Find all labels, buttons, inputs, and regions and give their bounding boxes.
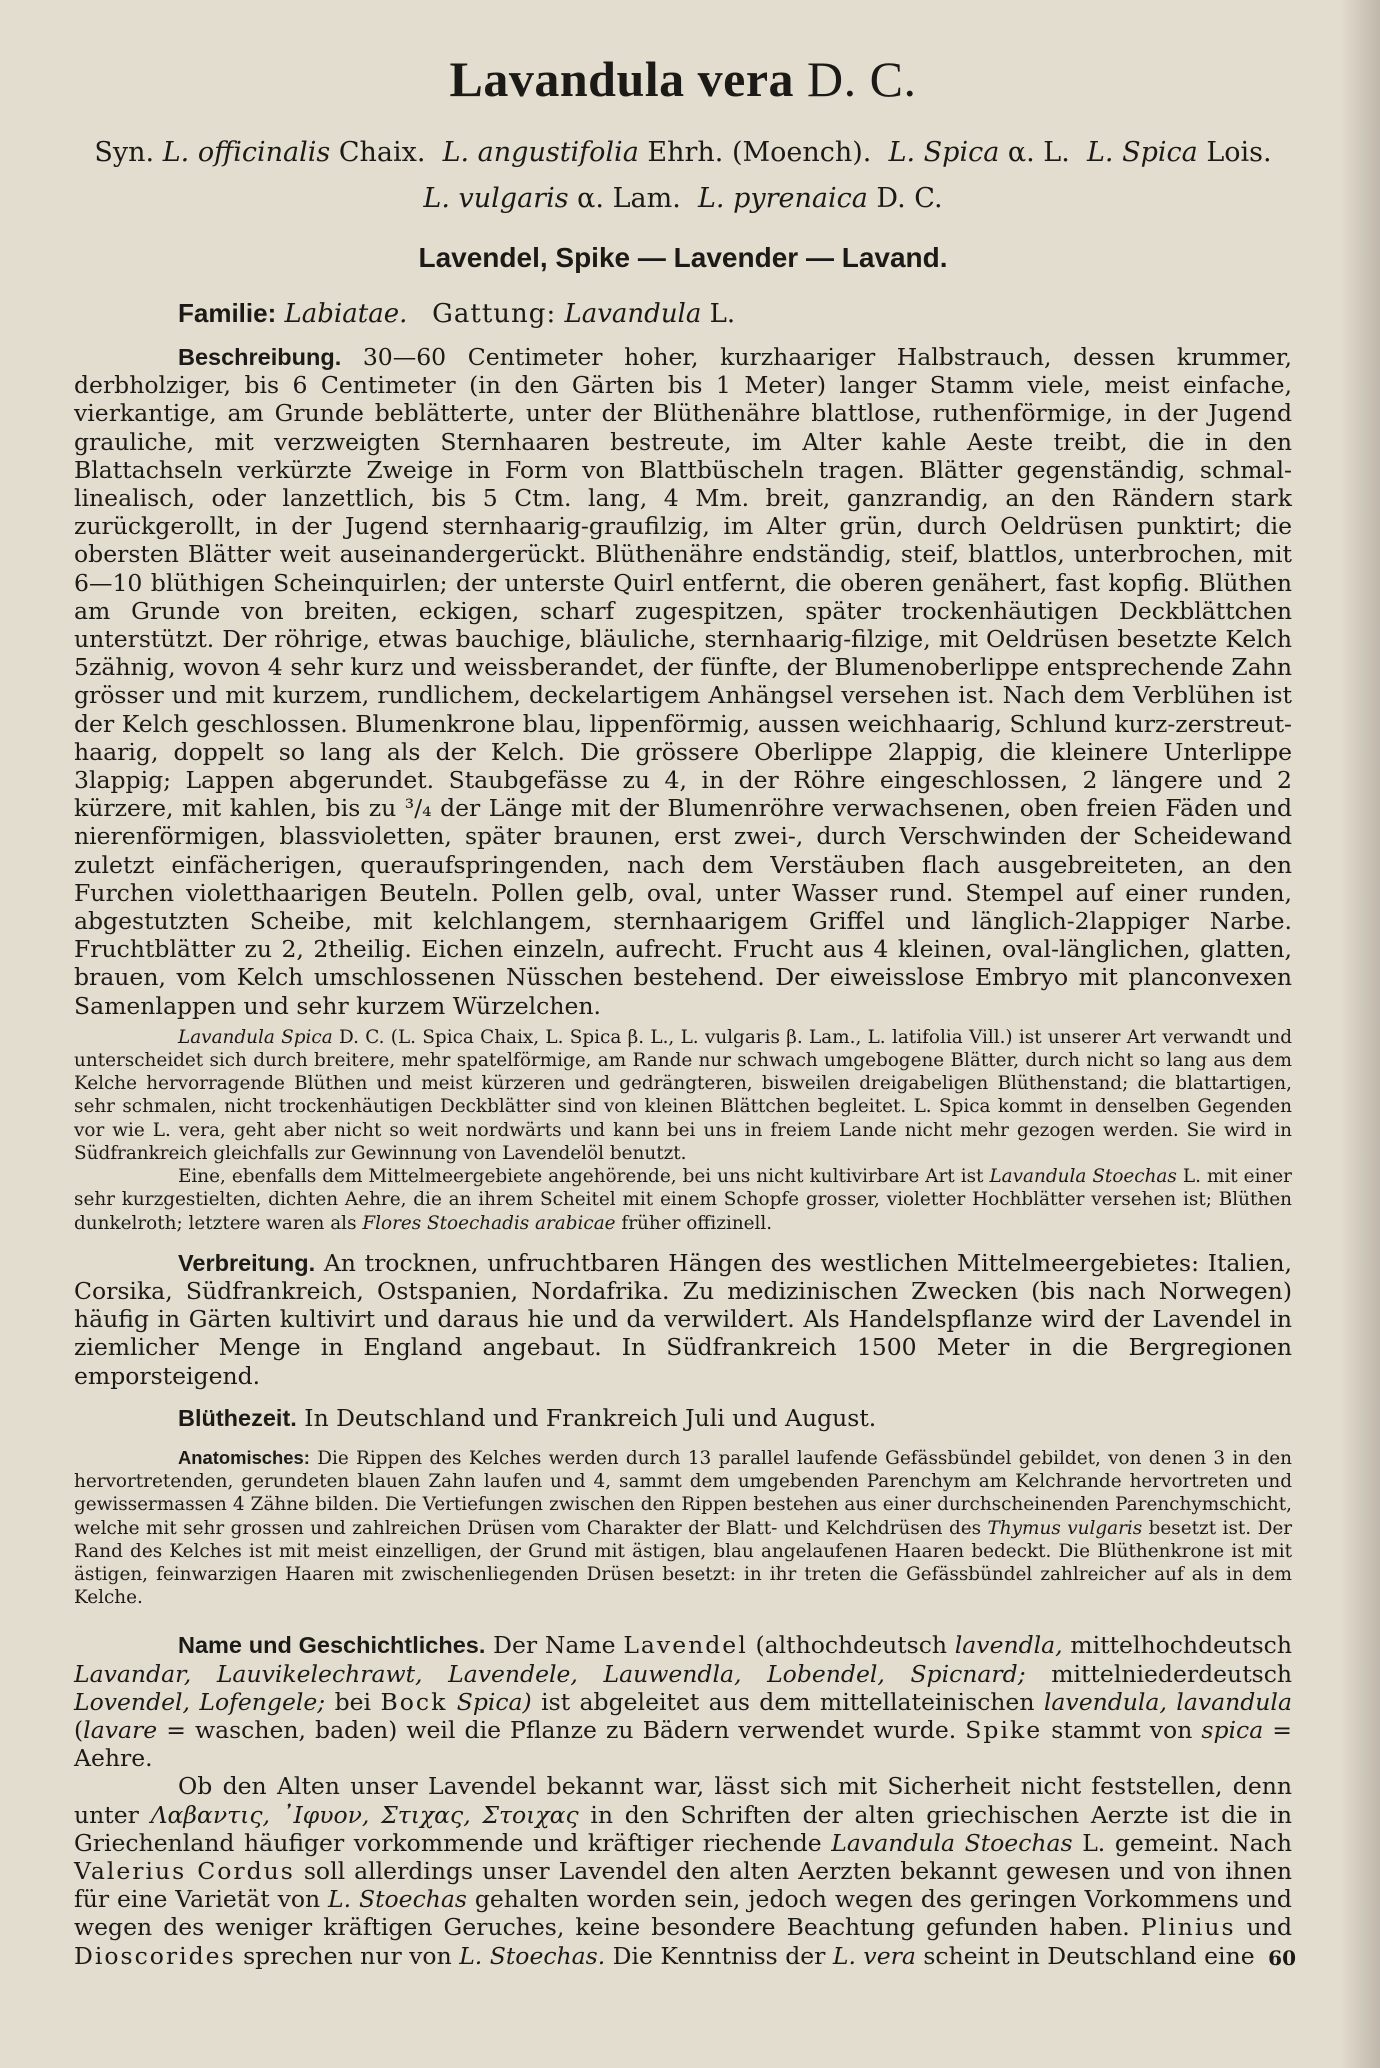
synonyms-line-1 [74, 130, 1292, 176]
text-run: stammt von [1051, 1715, 1193, 1744]
gattung-author: L. [709, 299, 736, 329]
text-run: Ob den Alten unser Lavendel bekannt war, lässt sich mit Sicherheit nicht feststellen, denn unter [74, 1772, 1292, 1829]
syn-label: Syn. [94, 137, 155, 168]
page-edge-shadow [1340, 0, 1380, 2068]
text-run: mittelhochdeutsch [1070, 1631, 1292, 1660]
text-run: ( [74, 1715, 84, 1744]
note-species-name: Lavandula Spica [178, 1026, 333, 1048]
syn-author: D. C. [876, 183, 943, 214]
bluethezeit-text: In Deutschland und Frankreich Juli und August. [304, 1403, 877, 1432]
syn-name: L. officinalis [162, 137, 331, 168]
species-author: D. C. [807, 51, 917, 107]
italic-run: L. vera [832, 1941, 916, 1970]
syn-name: L. pyrenaica [697, 183, 868, 214]
greek-names: Λαβαντις, ᾿Ιφυον, Στιχας, Στοιχας [150, 1800, 579, 1829]
text-run: gehalten worden sein, jedoch wegen des geringen Vorkommens und wegen des weniger kräftigen Geruches, keine besondere Beachtung gefunden haben. [74, 1885, 1292, 1942]
spaced-word: Bock [380, 1687, 448, 1716]
species-name: Lavandula vera [449, 51, 795, 107]
note-species-name: Lavandula Stoechas [989, 1166, 1177, 1188]
note-text: D. C. (L. Spica Chaix, L. Spica β. L., L. vulgaris β. Lam., L. latifolia Vill.) ist unserer Art verwandt und unterscheidet sich durch breitere, mehr spatelförmige, am Rande nur schwach umgebogene Blätter, durch nicht so lang aus dem Kelche hervorragende Blüthen und meist kürzeren und gedrängteren, bisweilen dreigabeligen Blüthenstand; die blattartigen, sehr schmalen, nicht trockenhäutigen Deckblätter sind von kleinen Blättchen begleitet. L. Spica kommt in denselben Gegenden vor wie L. vera, geht aber nicht so weit nordwärts und kann bei uns in freiem Lande nicht mehr gezogen werden. Sie wird in Südfrankreich gleichfalls zur Gewinnung von Lavendelöl benutzt. [74, 1026, 1293, 1164]
anatomisches-heading: Anatomisches: [178, 1446, 310, 1468]
syn-author: Lois. [1206, 137, 1272, 168]
text-run: (althochdeutsch [755, 1631, 948, 1660]
note-text: Eine, ebenfalls dem Mittelmeergebiete angehörende, bei uns nicht kultivirbare Art ist [178, 1166, 984, 1188]
note-text: früher offizinell. [621, 1212, 773, 1234]
history-paragraph [74, 1772, 1292, 1969]
anatomisches-paragraph [74, 1446, 1292, 1609]
text-run: ist abgeleitet aus dem mittellateinischen [541, 1687, 1035, 1716]
anatomisches-text: besetzt ist. Der Rand des Kelches ist mit meist einzelligen, der Grund mit ästigen, blau angelaufenen Haaren bedeckt. Die Blüthenkrone ist mit ästigen, feinwarzigen Haaren mit zwischenliegenden Drüsen besetzt: in ihr treten die Gefässbündel zahlreicher auf als in dem Kelche. [74, 1517, 1292, 1609]
text-run: bei [334, 1687, 372, 1716]
text-run: L. gemeint. Nach [1082, 1828, 1292, 1857]
italic-run: Spica) [456, 1687, 532, 1716]
spaced-word: Plinius [1140, 1913, 1236, 1942]
text-run: soll allerdings unser Lavendel den alten Aerzten bekannt gewesen und von ihnen für eine Varietät von [74, 1856, 1292, 1914]
note-text: L. mit einer sehr kurzgestielten, dichten Aehre, die an ihrem Scheitel mit einem Schopfe grosser, violetter Hochblätter versehen ist; Blüthen dunkelroth; letztere waren als [74, 1166, 1292, 1234]
italic-run: Lavandar, Lauvikelechrawt, Lavendele, Lauwendla, Lobendel, Spicnard; [74, 1659, 1026, 1688]
verbreitung-text: An trocknen, unfruchtbaren Hängen des westlichen Mittelmeergebietes: Italien, Corsika, Südfrankreich, Ostspanien, Nordafrika. Zu medizinischen Zwecken (bis nach Norwegen) häufig in Gärten kultivirt und daraus hie und da verwildert. Als Handelspflanze wird der Lavendel in ziemlicher Menge in England angebaut. In Südfrankreich 1500 Meter in die Bergregionen emporsteigend. [74, 1248, 1292, 1390]
text-run: scheint in Deutschland eine [923, 1941, 1255, 1970]
syn-name: L. Spica [1086, 137, 1198, 168]
gattung-label: Gattung: [432, 299, 557, 329]
italic-run: spica [1201, 1715, 1264, 1744]
familie-value: Labiatae. [284, 299, 408, 329]
anatomisches-species: Thymus vulgaris [987, 1517, 1143, 1539]
italic-run: L. Stoechas [328, 1885, 467, 1914]
text-run: = Aehre. [74, 1715, 1292, 1773]
text-run: Die Kenntniss der [612, 1941, 826, 1970]
italic-run: Lovendel, Lofengele; [74, 1687, 326, 1716]
note-lavandula-stoechas [74, 1165, 1292, 1235]
name-geschichte-paragraph [74, 1631, 1292, 1772]
beschreibung-text: 30—60 Centimeter hoher, kurzhaariger Halbstrauch, dessen krummer, derbholziger, bis 6 Centimeter (in den Gärten bis 1 Meter) langer Stamm viele, meist einfache, vierkantige, am Grunde beblätterte, unter der Blüthenähre blattlose, ruthenförmige, in der Jugend grauliche, mit verzweigten Sternhaaren bestreute, im Alter kahle Aeste treibt, die in den Blattachseln verkürzte Zweige in Form von Blattbüscheln tragen. Blätter gegenständig, schmal-linealisch, oder lanzettlich, bis 5 Ctm. lang, 4 Mm. breit, ganzrandig, an den Rändern stark zurückgerollt, in der Jugend sternhaarig-graufilzig, im Alter grün, durch Oeldrüsen punktirt; die obersten Blätter weit auseinandergerückt. Blüthenähre endständig, steif, blattlos, unterbrochen, mit 6—10 blüthigen Scheinquirlen; der unterste Quirl entfernt, die oberen genähert, fast kopfig. Blüthen am Grunde von breiten, eckigen, scharf zugespitzen, später trockenhäutigen Deckblättchen unterstützt. Der röhrige, etwas bauchige, bläuliche, sternhaarig-filzige, mit Oeldrüsen besetzte Kelch 5zähnig, wovon 4 sehr kurz und weissberandet, der fünfte, der Blumenoberlippe entsprechende Zahn grösser und mit kurzem, rundlichem, deckelartigem Anhängsel versehen ist. Nach dem Verblühen ist der Kelch geschlossen. Blumenkrone blau, lippenförmig, aussen weichhaarig, Schlund kurz-zerstreut-haarig, doppelt so lang als der Kelch. Die grössere Oberlippe 2lappig, die kleinere Unterlippe 3lappig; Lappen abgerundet. Staubgefässe zu 4, in der Röhre eingeschlossen, 2 längere und 2 kürzere, mit kahlen, bis zu ³/₄ der Länge mit der Blumenröhre verwachsenen, oben freien Fäden und nierenförmigen, blassvioletten, später braunen, erst zwei-, durch Verschwinden der Scheidewand zuletzt einfächerigen, queraufspringenden, nach dem Verstäuben flach ausgebreiteten, an den Furchen violetthaarigen Beuteln. Pollen gelb, oval, unter Wasser rund. Stempel auf einer runden, abgestutzten Scheibe, mit kelchlangem, sternhaarigem Griffel und länglich-2lappiger Narbe. Fruchtblätter zu 2, 2theilig. Eichen einzeln, aufrecht. Frucht aus 4 kleinen, oval-länglichen, glatten, brauen, vom Kelch umschlossenen Nüsschen bestehend. Der eiweisslose Embryo mit planconvexen Samenlappen und sehr kurzem Würzelchen. [74, 343, 1292, 1020]
synonyms [74, 130, 1292, 222]
spaced-word: Dioscorides [74, 1941, 236, 1970]
syn-name: L. Spica [888, 137, 1000, 168]
spaced-word: Valerius Cordus [74, 1856, 295, 1885]
italic-run: L. Stoechas. [459, 1941, 606, 1970]
syn-author: Chaix. [338, 137, 426, 168]
text-run: Der Name [493, 1631, 616, 1660]
beschreibung-heading: Beschreibung. [178, 344, 342, 370]
note-lavandula-spica [74, 1026, 1292, 1165]
text-run: = waschen, baden) weil die Pflanze zu Bädern verwendet wurde. [166, 1715, 957, 1744]
syn-name: L. angustifolia [442, 137, 639, 168]
family-genus-line [178, 298, 1292, 329]
syn-author: α. Lam. [577, 183, 681, 214]
gattung-value: Lavandula [564, 299, 702, 329]
italic-run: lavendla, [954, 1631, 1063, 1660]
text-run: in den Schriften der alten griechischen Aerzte ist die in Griechenland häufiger vorkommende und kräftiger riechende [74, 1800, 1292, 1857]
italic-run: lavendula, lavandula [1043, 1687, 1292, 1716]
italic-run: lavare [83, 1715, 158, 1744]
bluethezeit-paragraph [74, 1404, 1292, 1432]
italic-run: Lavandula Stoechas [831, 1828, 1073, 1857]
syn-author: Ehrh. (Moench). [647, 137, 872, 168]
syn-author: α. L. [1007, 137, 1070, 168]
anatomisches-text: Die Rippen des Kelches werden durch 13 parallel laufende Gefässbündel gebildet, von denen 3 in den hervortretenden, gerundeten blauen Zahn laufen und 4, sammt dem umgebenden Parenchym am Kelchrande hervortreten und gewissermassen 4 Zähne bilden. Die Vertiefungen zwischen den Rippen bestehen aus einer durchscheinenden Parenchymschicht, welche mit sehr grossen und zahlreichen Drüsen vom Charakter der Blatt- und Kelchdrüsen des [74, 1447, 1292, 1539]
text-run: und [1246, 1913, 1292, 1942]
page-number: 60 [1268, 1946, 1296, 1970]
page-title [74, 50, 1292, 108]
syn-name: L. vulgaris [423, 183, 569, 214]
common-names: Lavendel, Spike — Lavender — Lavand. [418, 242, 948, 273]
verbreitung-heading: Verbreitung. [178, 1249, 316, 1276]
note-drug-name: Flores Stoechadis arabicae [362, 1212, 616, 1234]
familie-label: Familie: [178, 298, 277, 328]
beschreibung-paragraph [74, 343, 1292, 1020]
text-run: sprechen nur von [243, 1941, 452, 1970]
bluethezeit-heading: Blüthezeit. [178, 1404, 297, 1431]
synonyms-line-2 [74, 176, 1292, 222]
verbreitung-paragraph [74, 1249, 1292, 1390]
spaced-word: Lavendel [623, 1631, 748, 1660]
text-run: mittelniederdeutsch [1051, 1659, 1292, 1688]
name-geschichte-heading: Name und Geschichtliches. [178, 1632, 486, 1659]
spaced-word: Spike [965, 1715, 1043, 1744]
